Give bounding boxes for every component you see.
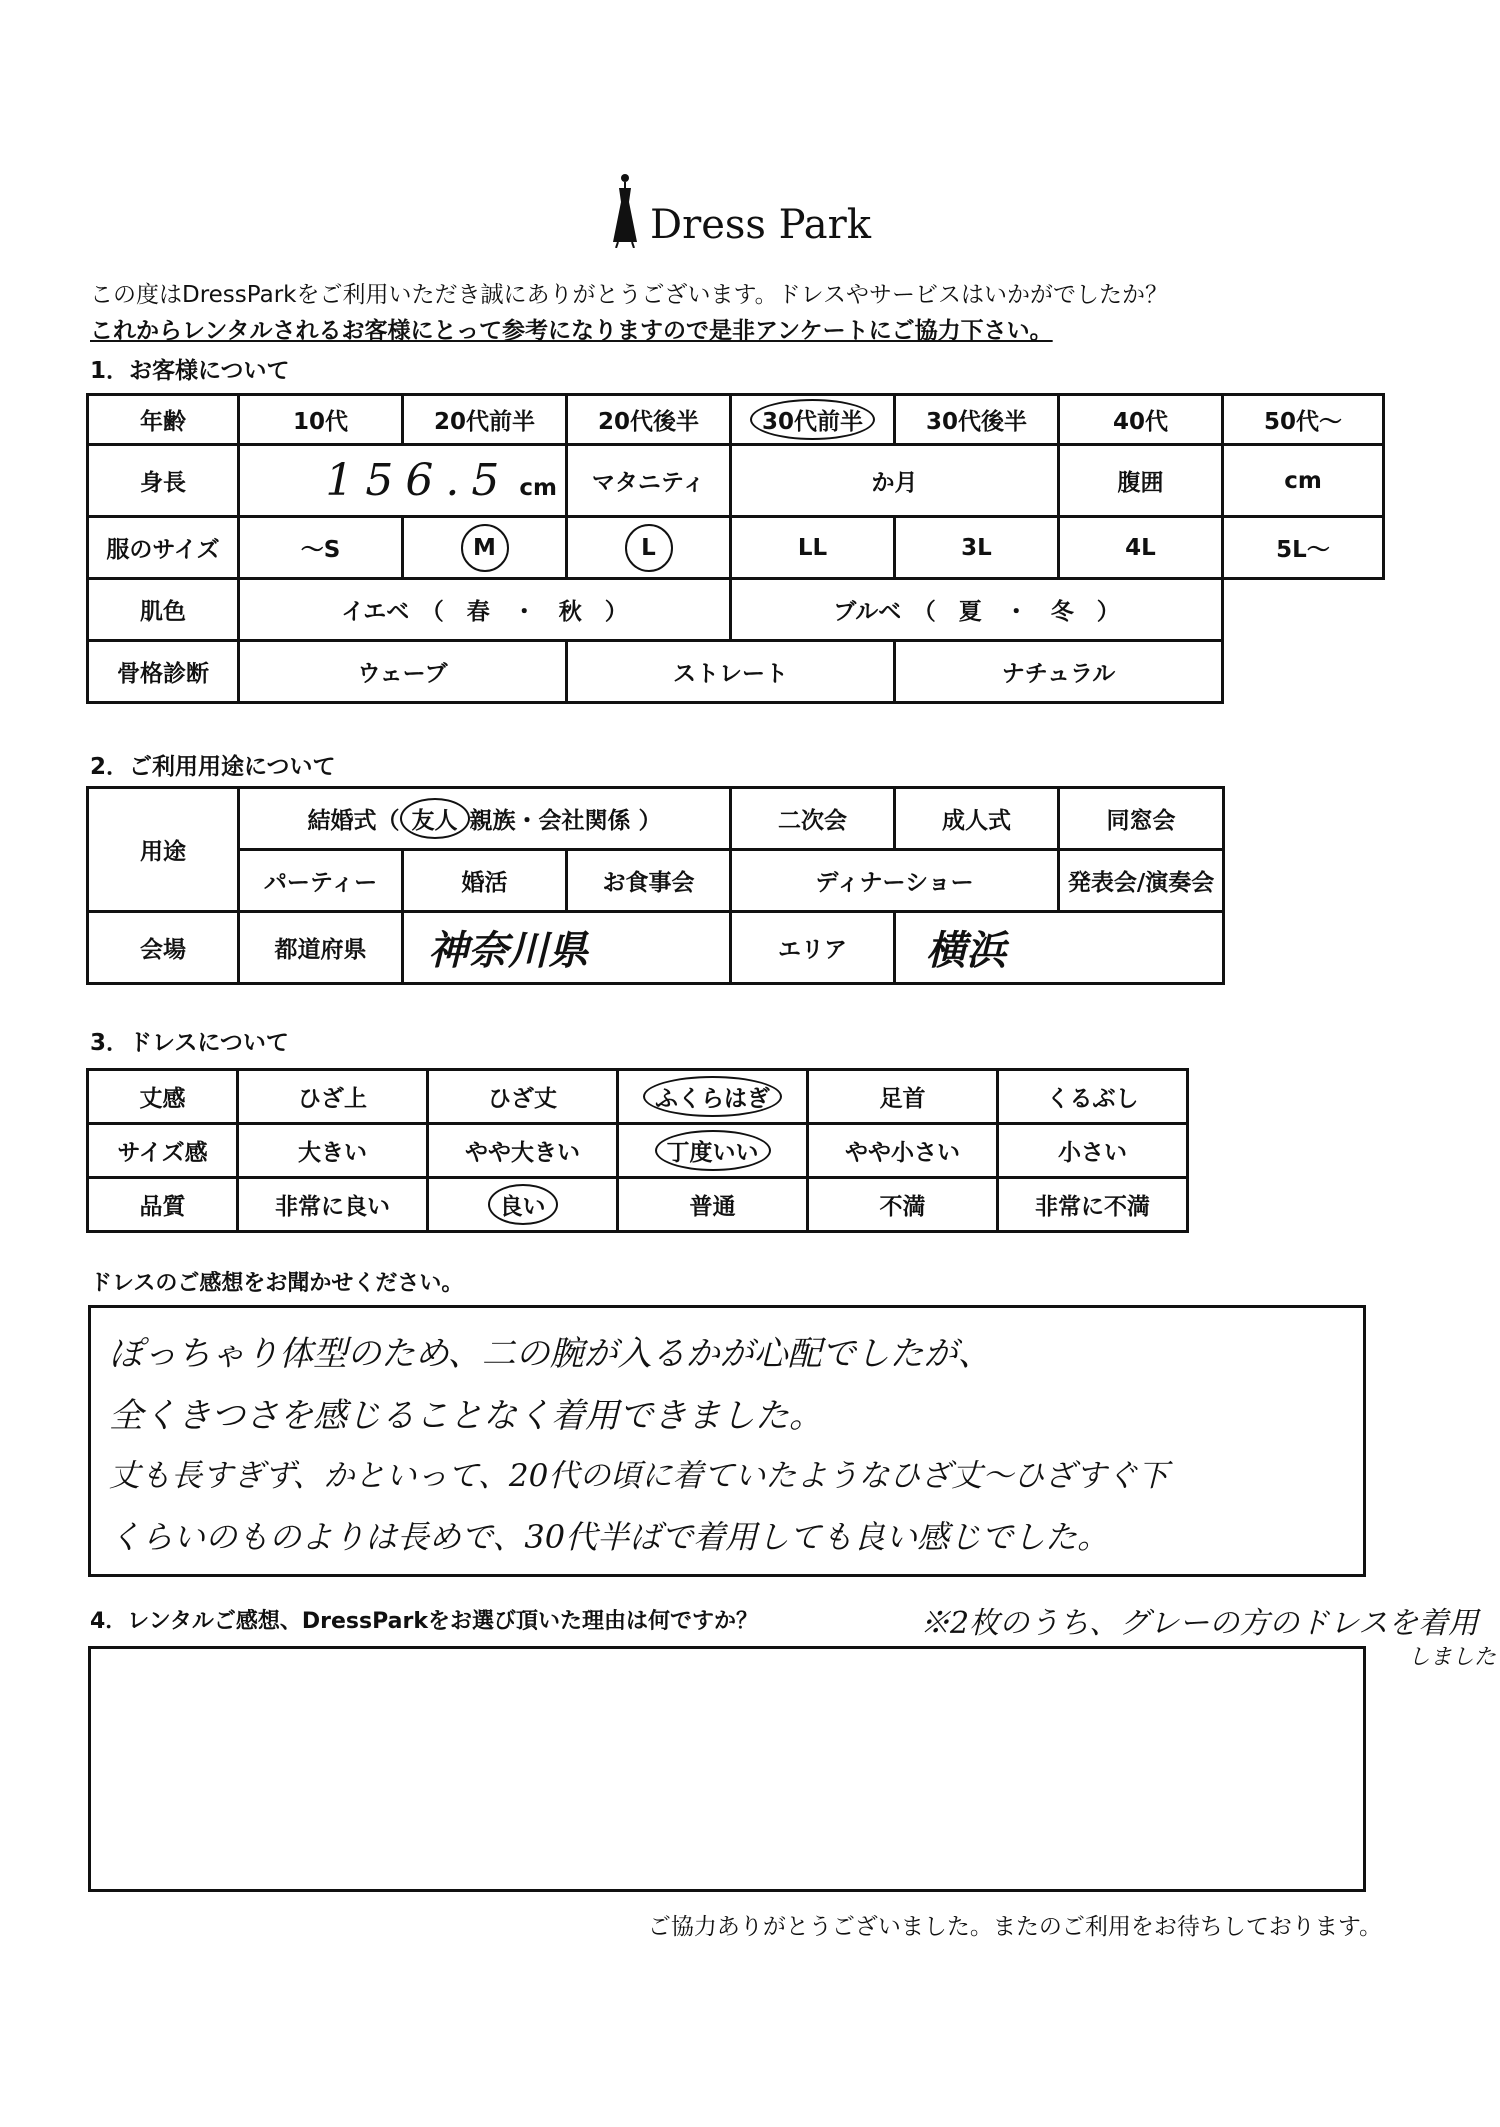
reason-box (88, 1646, 1366, 1892)
length-row (88, 1070, 1188, 1124)
age-option: 20代前半 (403, 395, 567, 445)
wedding-prefix: 結婚式（ (307, 808, 400, 834)
length-option: 足首 (808, 1070, 998, 1124)
skin-row (88, 579, 1384, 641)
intro-thanks: この度はDressParkをご利用いただき誠にありがとうございます。ドレスやサービスはいかがでしたか？ (90, 282, 1168, 308)
usage-option: 成人式 (895, 788, 1059, 850)
size-option: LL (731, 517, 895, 579)
area-label: エリア (731, 912, 895, 984)
skin-blue: ブルベ （ 夏 ・ 冬 ） (731, 579, 1223, 641)
usage-option: パーティー (239, 850, 403, 912)
size-option: 3L (895, 517, 1059, 579)
frame-option: ウェーブ (239, 641, 567, 703)
quality-row (88, 1178, 1188, 1232)
size-option: 4L (1059, 517, 1223, 579)
selection-circle: 丁度いい (655, 1130, 771, 1171)
dress-table (86, 1068, 1189, 1233)
age-option: 20代後半 (567, 395, 731, 445)
selection-circle: ふくらはぎ (643, 1076, 782, 1117)
wedding-option (239, 788, 731, 850)
maternity-months: か月 (731, 445, 1059, 517)
quality-option-selected (428, 1178, 618, 1232)
height-label: 身長 (88, 445, 239, 517)
usage-label: 用途 (88, 788, 239, 912)
fit-row (88, 1124, 1188, 1178)
usage-option: 発表会/演奏会 (1059, 850, 1224, 912)
usage-option: 婚活 (403, 850, 567, 912)
usage-option: 同窓会 (1059, 788, 1224, 850)
fit-option: 小さい (998, 1124, 1188, 1178)
selection-circle: L (625, 524, 673, 572)
size-row (88, 517, 1384, 579)
usage-table (86, 786, 1225, 985)
intro-request: これからレンタルされるお客様にとって参考になりますので是非アンケートにご協力下さい。 (90, 318, 1053, 344)
comment-box (88, 1305, 1366, 1577)
quality-option: 不満 (808, 1178, 998, 1232)
frame-row (88, 641, 1384, 703)
height-row (88, 445, 1384, 517)
age-label: 年齢 (88, 395, 239, 445)
fit-option: やや小さい (808, 1124, 998, 1178)
handwritten-note-cont: しました (1408, 1645, 1497, 1670)
comment-prompt: ドレスのご感想をお聞かせください。 (90, 1271, 464, 1296)
area-value: 横浜 (895, 912, 1224, 984)
selection-circle: 良い (488, 1184, 558, 1225)
fit-option: 大きい (238, 1124, 428, 1178)
section4-title: 4．レンタルご感想、DressParkをお選び頂いた理由は何ですか？ (90, 1609, 758, 1634)
venue-row (88, 912, 1224, 984)
size-option: 5L～ (1223, 517, 1384, 579)
age-option: 30代後半 (895, 395, 1059, 445)
usage-row-2 (88, 850, 1224, 912)
selection-circle: M (461, 524, 509, 572)
venue-label: 会場 (88, 912, 239, 984)
selection-circle: 友人 (400, 798, 470, 839)
height-unit: cm (519, 475, 557, 501)
wedding-suffix: 親族・会社関係 ） (469, 808, 662, 834)
frame-option: ストレート (567, 641, 895, 703)
comment-line: 全くきつさを感じることなく着用できました。 (109, 1396, 823, 1436)
footer-thanks: ご協力ありがとうございました。またのご利用をお待ちしております。 (647, 1914, 1382, 1940)
frame-label: 骨格診断 (88, 641, 239, 703)
quality-label: 品質 (88, 1178, 238, 1232)
size-option-selected (403, 517, 567, 579)
age-option-selected (731, 395, 895, 445)
usage-option: お食事会 (567, 850, 731, 912)
maternity-label: マタニティ (567, 445, 731, 517)
dress-icon (610, 172, 640, 248)
selection-circle: 30代前半 (750, 399, 875, 440)
comment-line: 丈も長すぎず、かといって、20代の頃に着ていたようなひざ丈～ひざすぐ下 (109, 1458, 1169, 1494)
quality-option: 非常に不満 (998, 1178, 1188, 1232)
waist-label: 腹囲 (1059, 445, 1223, 517)
section2-title: 2．ご利用用途について (90, 754, 336, 780)
age-option: 50代～ (1223, 395, 1384, 445)
age-row (88, 395, 1384, 445)
section3-title: 3．ドレスについて (90, 1030, 289, 1056)
age-option: 10代 (239, 395, 403, 445)
frame-option: ナチュラル (895, 641, 1223, 703)
handwritten-note: ※2枚のうち、グレーの方のドレスを着用 (920, 1606, 1479, 1641)
length-label: 丈感 (88, 1070, 238, 1124)
size-option-selected (567, 517, 731, 579)
length-option-selected (618, 1070, 808, 1124)
section1-title: 1．お客様について (90, 358, 290, 384)
size-label: 服のサイズ (88, 517, 239, 579)
waist-unit: cm (1223, 445, 1384, 517)
comment-line: ぽっちゃり体型のため、二の腕が入るかが心配でしたが、 (109, 1334, 992, 1374)
fit-label: サイズ感 (88, 1124, 238, 1178)
usage-row-1 (88, 788, 1224, 850)
skin-yellow: イエベ （ 春 ・ 秋 ） (239, 579, 731, 641)
skin-label: 肌色 (88, 579, 239, 641)
usage-option: ディナーショー (731, 850, 1059, 912)
quality-option: 非常に良い (238, 1178, 428, 1232)
customer-table (86, 393, 1385, 704)
size-option: ～S (239, 517, 403, 579)
height-field (239, 445, 567, 517)
fit-option-selected (618, 1124, 808, 1178)
quality-option: 普通 (618, 1178, 808, 1232)
height-value: 156.5 (325, 455, 512, 506)
comment-line: くらいのものよりは長めで、30代半ばで着用しても良い感じでした。 (109, 1518, 1110, 1556)
brand-logo (610, 172, 871, 248)
usage-option: 二次会 (731, 788, 895, 850)
prefecture-label: 都道府県 (239, 912, 403, 984)
length-option: ひざ上 (238, 1070, 428, 1124)
length-option: ひざ丈 (428, 1070, 618, 1124)
age-option: 40代 (1059, 395, 1223, 445)
length-option: くるぶし (998, 1070, 1188, 1124)
prefecture-value: 神奈川県 (403, 912, 731, 984)
brand-name: Dress Park (650, 202, 871, 248)
fit-option: やや大きい (428, 1124, 618, 1178)
